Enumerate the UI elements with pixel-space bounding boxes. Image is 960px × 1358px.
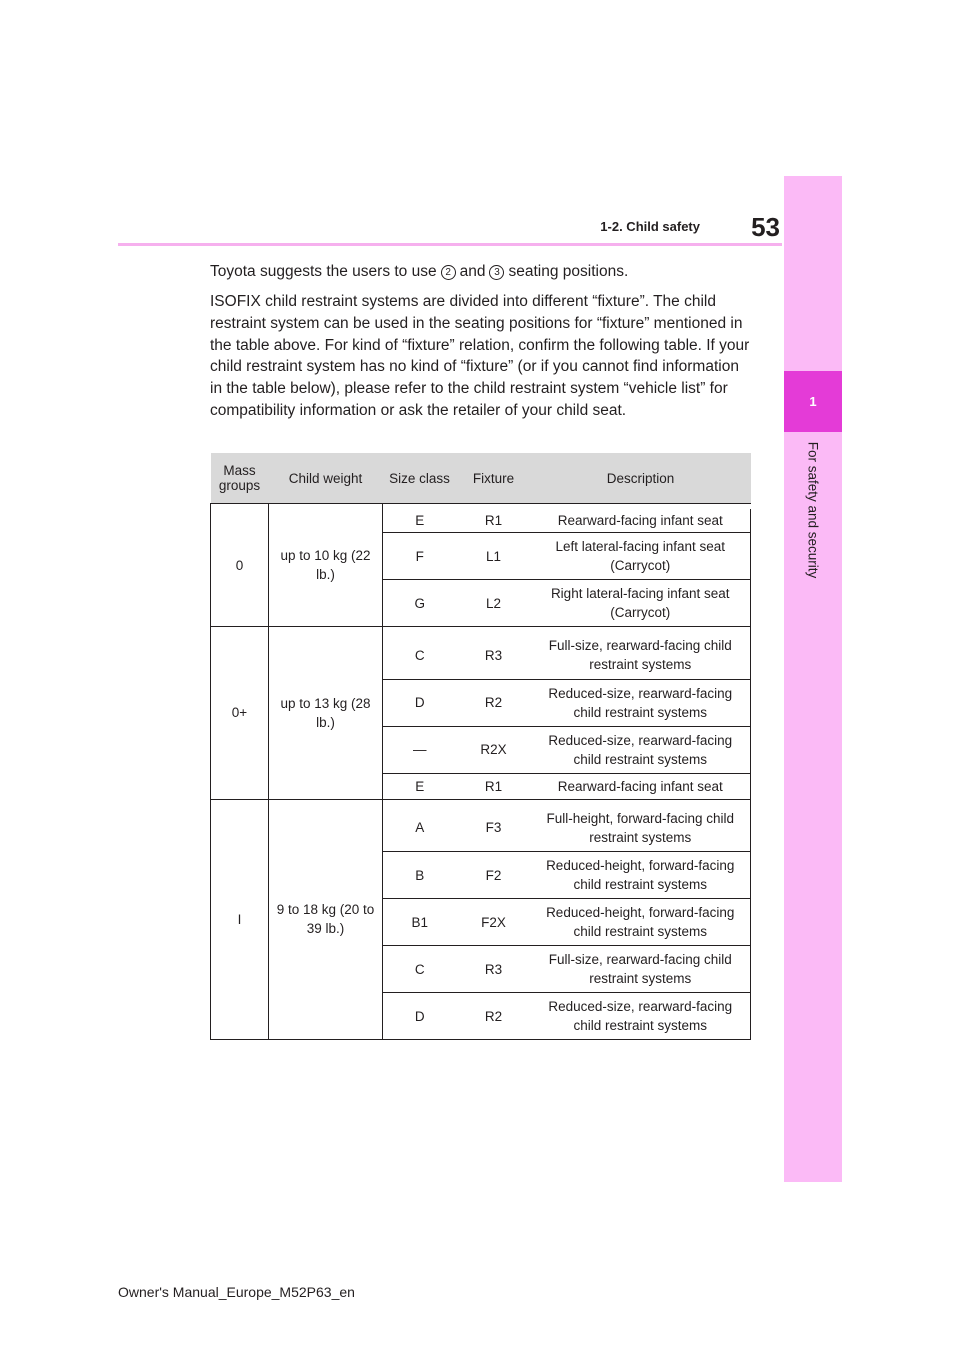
chapter-number-tab[interactable]: 1 (784, 371, 842, 432)
size-class-cell: C (383, 632, 457, 679)
mass-group-cell: 0+ (211, 627, 269, 800)
header-fixture: Fixture (457, 453, 531, 504)
fixture-cell: F2 (457, 852, 531, 899)
intro-paragraph (210, 261, 750, 283)
header-description: Description (531, 453, 751, 504)
fixture-cell: F2X (457, 899, 531, 946)
intro-text-end: seating positions. (508, 263, 629, 280)
child-weight-cell: up to 10 kg (22 lb.) (269, 504, 383, 627)
fixture-cell: L2 (485, 595, 502, 611)
page-number: 53 (751, 212, 780, 242)
fixture-cell: R2 (457, 679, 531, 726)
fixture-cell: R2X (457, 726, 531, 773)
size-class-cell: C (383, 946, 457, 993)
fixture-cell: R1 (484, 778, 503, 794)
size-class-cell: G (414, 595, 425, 611)
size-class-cell: E (383, 509, 457, 533)
isofix-paragraph: ISOFIX child restraint systems are divided into different “fixture”. The child restraint system can be used in the seating positions for “fixture” mentioned in the table above. For kind of “fixture” relation, confirm the following table. If your child restraint system has no kind of “fixture” (or if you cannot find information in the table below), please refer to the child restraint system “vehicle list” for compatibility information or ask the retailer of your child seat. (210, 293, 750, 419)
mass-group-cell: I (211, 799, 269, 1040)
description-cell: Reduced-size, rearward-facing child restraint systems (531, 679, 751, 726)
size-class-cell: D (383, 679, 457, 726)
header-mass-groups: Mass groups (211, 453, 269, 504)
fixture-cell: L1 (457, 533, 531, 580)
fixture-cell: R3 (457, 946, 531, 993)
description-cell: Rearward-facing infant seat (531, 509, 751, 533)
header-rule (118, 243, 782, 246)
seat-position-2-icon: 2 (441, 265, 456, 280)
header-size-class: Size class (383, 453, 457, 504)
size-class-cell: B1 (383, 899, 457, 946)
description-cell: Reduced-size, rearward-facing child restraint systems (531, 993, 751, 1040)
description-cell: Rearward-facing infant seat (531, 773, 751, 799)
intro-text-start: Toyota suggests the users to use (210, 263, 437, 280)
description-cell: Right lateral-facing infant seat (Carrycot) (531, 580, 751, 627)
fixture-cell: R2 (457, 993, 531, 1040)
chapter-side-tab (784, 176, 842, 1182)
fixture-cell: R1 (457, 509, 531, 533)
fixture-cell: F3 (457, 805, 531, 852)
child-weight-cell: 9 to 18 kg (20 to 39 lb.) (269, 799, 383, 1040)
size-class-cell: B (383, 852, 457, 899)
fixture-cell: R3 (457, 632, 531, 679)
size-class-cell: E (415, 778, 425, 794)
size-class-cell: — (383, 726, 457, 773)
seat-position-3-icon: 3 (489, 265, 504, 280)
description-cell: Full-size, rearward-facing child restraint systems (531, 946, 751, 993)
intro-text-and: and (459, 263, 486, 280)
table-header-row (211, 453, 751, 504)
section-title: 1-2. Child safety (600, 219, 700, 234)
header-child-weight: Child weight (269, 453, 383, 504)
description-cell: Reduced-height, forward-facing child restraint systems (531, 899, 751, 946)
description-cell: Full-height, forward-facing child restraint systems (531, 805, 751, 852)
footer-manual-id: Owner's Manual_Europe_M52P63_en (118, 1284, 355, 1300)
description-cell: Reduced-size, rearward-facing child restraint systems (531, 726, 751, 773)
size-class-cell: A (383, 805, 457, 852)
child-weight-cell: up to 13 kg (28 lb.) (269, 627, 383, 800)
chapter-title: For safety and security (805, 441, 821, 579)
size-class-cell: F (383, 533, 457, 580)
isofix-fixture-table (210, 453, 751, 1040)
description-cell: Left lateral-facing infant seat (Carrycot) (531, 533, 751, 580)
description-cell: Full-size, rearward-facing child restraint systems (531, 632, 751, 679)
description-cell: Reduced-height, forward-facing child restraint systems (531, 852, 751, 899)
size-class-cell: D (383, 993, 457, 1040)
mass-group-cell: 0 (211, 504, 269, 627)
